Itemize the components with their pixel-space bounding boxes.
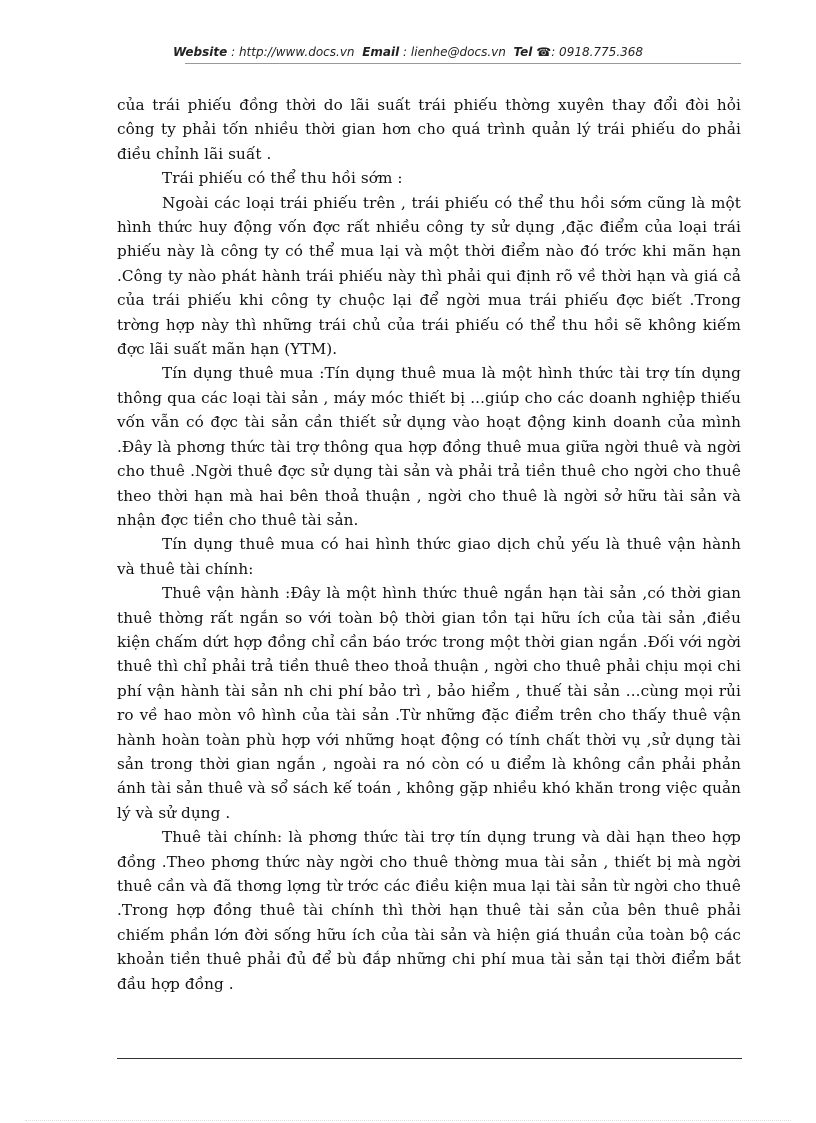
email-value: : lienhe@docs.vn bbox=[403, 45, 506, 59]
phone-icon: ☎ bbox=[536, 45, 552, 59]
paragraph-7: Thuê tài chính: là phơng thức tài trợ tín dụng trung và dài hạn theo hợp đồng .Theo phơng thức này ngời cho thuê thờng mua tài sản , thiết bị mà ngời thuê cần và đã thơng lợng từ trớc các điều kiện mua lại tài sản từ ngời cho thuê .Trong hợp đồng thuê tài chính thì thời hạn thuê tài sản của bên thuê phải chiếm phần lớn đời sống hữu ích của tài sản và hiện giá thuần của toàn bộ các khoản tiền thuê phải đủ để bù đắp những chi phí mua tài sản tại thời điểm bắt đầu hợp đồng . bbox=[117, 828, 741, 993]
document-body bbox=[117, 93, 741, 996]
paragraph-3: Ngoài các loại trái phiếu trên , trái phiếu có thể thu hồi sớm cũng là một hình thức huy động vốn đợc rất nhiều công ty sử dụng ,đặc điểm của loại trái phiếu này là công ty có thể mua lại và một thời điểm nào đó trớc khi mãn hạn .Công ty nào phát hành trái phiếu này thì phải qui định rõ về thời hạn và giá cả của trái phiếu khi công ty chuộc lại để ngời mua trái phiếu đợc biết .Trong trờng hợp này thì những trái chủ của trái phiếu có thể thu hồi sẽ không kiếm đợc lãi suất mãn hạn (YTM). bbox=[117, 193, 741, 359]
tel-value: : 0918.775.368 bbox=[551, 45, 644, 59]
paragraph-2: Trái phiếu có thể thu hồi sớm : bbox=[162, 169, 403, 188]
email-label: Email bbox=[362, 45, 400, 59]
page-header bbox=[0, 45, 816, 59]
page-bottom-border bbox=[25, 1120, 791, 1121]
paragraph-5: Tín dụng thuê mua có hai hình thức giao dịch chủ yếu là thuê vận hành và thuê tài chính: bbox=[117, 535, 741, 578]
header-divider bbox=[185, 63, 741, 64]
tel-label: Tel bbox=[513, 45, 533, 59]
paragraph-1: của trái phiếu đồng thời do lãi suất trái phiếu thờng xuyên thay đổi đòi hỏi công ty phải tốn nhiều thời gian hơn cho quá trình quản lý trái phiếu do phải điều chỉnh lãi suất . bbox=[117, 96, 741, 163]
website-label: Website bbox=[172, 45, 228, 59]
website-value: : http://www.docs.vn bbox=[231, 45, 355, 59]
footer-divider bbox=[117, 1058, 742, 1059]
paragraph-6: Thuê vận hành :Đây là một hình thức thuê ngắn hạn tài sản ,có thời gian thuê thờng rất ngắn so với toàn bộ thời gian tồn tại hữu ích của tài sản ,điều kiện chấm dứt hợp đồng chỉ cần báo trớc trong một thời gian ngắn .Đối với ngời thuê thì chỉ phải trả tiền thuê theo thoả thuận , ngời cho thuê phải chịu mọi chi phí vận hành tài sản nh chi phí bảo trì , bảo hiểm , thuế tài sản ...cùng mọi rủi ro về hao mòn vô hình của tài sản .Từ những đặc điểm trên cho thấy thuê vận hành hoàn toàn phù hợp với những hoạt động có tính chất thời vụ ,sử dụng tài sản trong thời gian ngắn , ngoài ra nó còn có u điểm là không cần phải phản ánh tài sản thuê và sổ sách kế toán , không gặp nhiều khó khăn trong việc quản lý và sử dụng . bbox=[117, 584, 742, 822]
paragraph-4: Tín dụng thuê mua :Tín dụng thuê mua là một hình thức tài trợ tín dụng thông qua các loại tài sản , máy móc thiết bị ...giúp cho các doanh nghiệp thiếu vốn vẫn có đợc tài sản cần thiết sử dụng vào hoạt động kinh doanh của mình .Đây là phơng thức tài trợ thông qua hợp đồng thuê mua giữa ngời thuê và ngời cho thuê .Ngời thuê đợc sử dụng tài sản và phải trả tiền thuê cho ngời cho thuê theo thời hạn mà hai bên thoả thuận , ngời cho thuê là ngời sở hữu tài sản và nhận đợc tiền cho thuê tài sản. bbox=[117, 364, 741, 529]
